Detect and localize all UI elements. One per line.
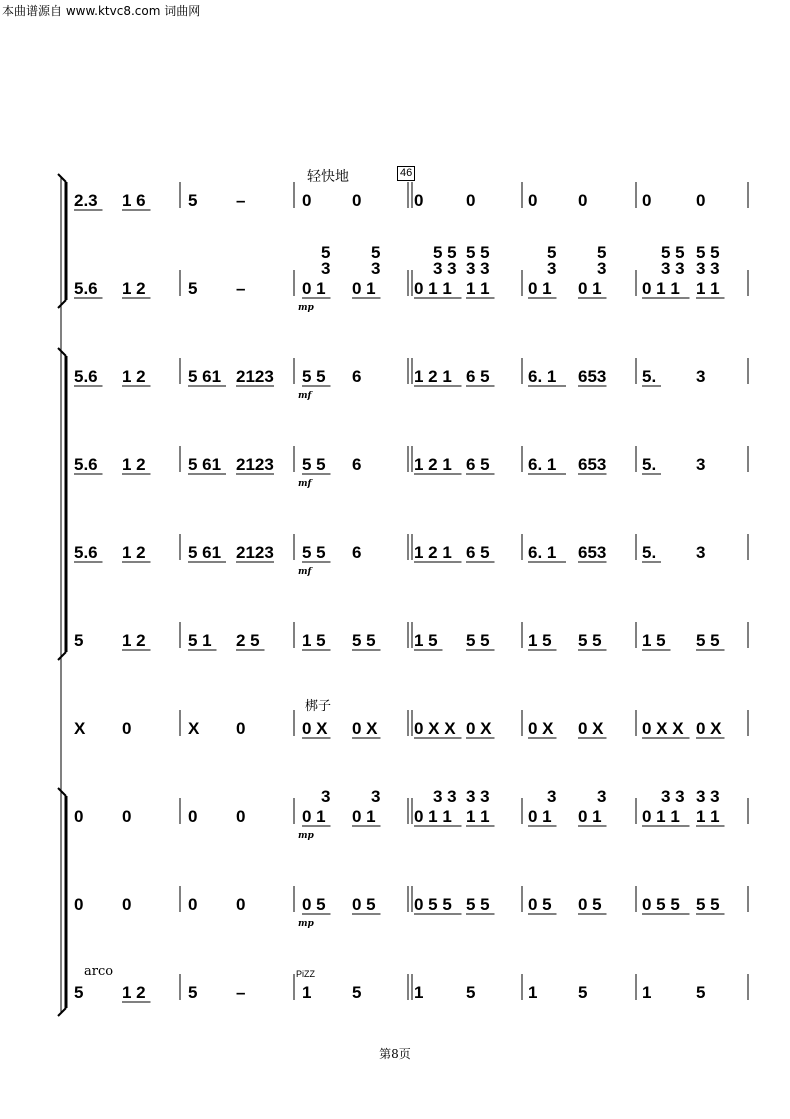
chord-note: 3	[547, 259, 557, 278]
note-group: 1 2	[122, 631, 146, 650]
note-group: 0 1 1	[642, 279, 680, 298]
note-group: 5.6	[74, 279, 98, 298]
note-group: 0	[74, 807, 84, 826]
note-group: 1 5	[528, 631, 552, 650]
note-group: 1 1	[696, 807, 720, 826]
note-group: 5.6	[74, 455, 98, 474]
note-group: 1	[414, 983, 424, 1002]
note-group: 0 X	[696, 719, 722, 738]
note-group: 5	[188, 279, 198, 298]
chord-note: 3 3	[696, 259, 720, 278]
note-group: 2 5	[236, 631, 260, 650]
note-group: 0 X	[352, 719, 378, 738]
bracket-group-1-top-hook	[58, 174, 66, 182]
chord-note: 5 5	[466, 243, 490, 262]
note-group: 5	[74, 983, 84, 1002]
chord-note: 3 3	[433, 259, 457, 278]
chord-note: 3 3	[433, 787, 457, 806]
note-group: 0	[188, 895, 198, 914]
note-group: 0 5 5	[414, 895, 452, 914]
note-group: 2.3	[74, 191, 98, 210]
bracket-group-1-bottom-hook	[58, 300, 66, 308]
note-group: 0	[414, 191, 424, 210]
chord-note: 3	[597, 787, 607, 806]
pizz-marking: PiZZ	[296, 969, 315, 979]
source-header: 本曲谱源自 www.ktvc8.com 词曲网	[2, 4, 201, 18]
note-group: 5	[74, 631, 84, 650]
note-group: 1 2	[122, 455, 146, 474]
note-group: 1	[528, 983, 538, 1002]
note-group: 0	[466, 191, 476, 210]
note-group: 6	[352, 367, 362, 386]
note-group: 1 2 1	[414, 367, 452, 386]
arco-marking: arco	[84, 964, 114, 979]
note-group: 6. 1	[528, 543, 557, 562]
note-group: 0 X	[578, 719, 604, 738]
note-group: 5 1	[188, 631, 212, 650]
note-group: 0	[122, 719, 132, 738]
note-group: 5 5	[302, 367, 326, 386]
bracket-group-3-top-hook	[58, 788, 66, 796]
note-group: 1 2	[122, 279, 146, 298]
chord-note: 3	[371, 259, 381, 278]
note-group: 0 X	[466, 719, 492, 738]
note-group: 3	[696, 543, 706, 562]
chord-note: 3 3	[661, 259, 685, 278]
note-group: 0 1	[528, 807, 552, 826]
note-group: 0 X	[528, 719, 554, 738]
note-group: 5	[466, 983, 476, 1002]
note-group: 1 2 1	[414, 543, 452, 562]
rehearsal-mark: 46	[397, 166, 415, 181]
note-group: 1	[302, 983, 312, 1002]
chord-note: 3	[371, 787, 381, 806]
note-group: 5.6	[74, 367, 98, 386]
dynamic-mf: mf	[298, 479, 312, 489]
note-group: 1 5	[302, 631, 326, 650]
dynamic-mp: mp	[298, 831, 314, 841]
chord-note: 3 3	[696, 787, 720, 806]
chord-note: 5	[321, 243, 331, 262]
note-group: 5.	[642, 367, 657, 386]
note-group: 3	[696, 367, 706, 386]
note-group: 0	[236, 719, 246, 738]
note-group: 5 5	[302, 455, 326, 474]
note-group: 0 1	[302, 807, 326, 826]
note-group: 5.	[642, 455, 657, 474]
dynamic-mp: mp	[298, 303, 314, 313]
note-group: 653	[578, 543, 607, 562]
chord-note: 5	[597, 243, 607, 262]
note-group: 6. 1	[528, 455, 557, 474]
note-group: X	[74, 719, 86, 738]
chord-note: 3 3	[466, 787, 490, 806]
note-group: 0 X X	[414, 719, 456, 738]
note-group: 5 61	[188, 543, 222, 562]
note-group: 6 5	[466, 367, 490, 386]
note-group: 5.6	[74, 543, 98, 562]
note-group: 2123	[236, 455, 274, 474]
note-group: 5 5	[696, 631, 720, 650]
note-group: 1 1	[466, 807, 490, 826]
note-group: 0 1	[578, 807, 602, 826]
note-group: 6 5	[466, 455, 490, 474]
note-group: 1 1	[696, 279, 720, 298]
chord-note: 3 3	[661, 787, 685, 806]
note-group: 3	[696, 455, 706, 474]
note-group: 0	[352, 191, 362, 210]
note-group: –	[236, 191, 246, 210]
note-group: 0	[74, 895, 84, 914]
chord-note: 3	[321, 259, 331, 278]
note-group: 0	[188, 807, 198, 826]
note-group: 1 5	[414, 631, 438, 650]
note-group: –	[236, 279, 246, 298]
note-group: 6	[352, 455, 362, 474]
note-group: 6	[352, 543, 362, 562]
chord-note: 5	[547, 243, 557, 262]
note-group: 5	[352, 983, 362, 1002]
note-group: 5 5	[302, 543, 326, 562]
note-group: 1 2	[122, 983, 146, 1002]
note-group: 2123	[236, 543, 274, 562]
note-group: 0 1	[352, 279, 376, 298]
note-group: 0	[302, 191, 312, 210]
note-group: 5	[188, 983, 198, 1002]
chord-note: 3	[321, 787, 331, 806]
note-group: 0 5	[578, 895, 602, 914]
note-group: 0 5 5	[642, 895, 680, 914]
note-group: 0 X	[302, 719, 328, 738]
note-group: 0 5	[528, 895, 552, 914]
page-number: 第8页	[379, 1047, 411, 1061]
chord-note: 5 5	[696, 243, 720, 262]
note-group: –	[236, 983, 246, 1002]
note-group: 6. 1	[528, 367, 557, 386]
note-group: 0	[236, 895, 246, 914]
chord-note: 5 5	[661, 243, 685, 262]
note-group: 0 X X	[642, 719, 684, 738]
chord-note: 3	[597, 259, 607, 278]
note-group: 0 1 1	[642, 807, 680, 826]
note-group: 5	[578, 983, 588, 1002]
note-group: 5 5	[352, 631, 376, 650]
note-group: 5	[188, 191, 198, 210]
tempo-marking: 轻快地	[307, 169, 349, 185]
note-group: 653	[578, 367, 607, 386]
chord-note: 5 5	[433, 243, 457, 262]
note-group: 5	[696, 983, 706, 1002]
note-group: 5 5	[466, 895, 490, 914]
instrument-label-bangzi: 梆子	[305, 699, 332, 714]
note-group: 5.	[642, 543, 657, 562]
note-group: 5 5	[696, 895, 720, 914]
note-group: 0 1	[578, 279, 602, 298]
note-group: 1	[642, 983, 652, 1002]
note-group: 0	[528, 191, 538, 210]
dynamic-mp: mp	[298, 919, 314, 929]
note-group: 0	[578, 191, 588, 210]
note-group: 1 5	[642, 631, 666, 650]
note-group: 1 2	[122, 367, 146, 386]
bracket-group-2-bottom-hook	[58, 652, 66, 660]
note-group: 0	[696, 191, 706, 210]
note-group: 0 1 1	[414, 279, 452, 298]
bracket-group-2-top-hook	[58, 348, 66, 356]
note-group: 653	[578, 455, 607, 474]
dynamic-mf: mf	[298, 567, 312, 577]
note-group: 0 5	[352, 895, 376, 914]
bracket-group-3-bottom-hook	[58, 1008, 66, 1016]
dynamic-mf: mf	[298, 391, 312, 401]
note-group: 5 61	[188, 367, 222, 386]
note-group: 0 5	[302, 895, 326, 914]
note-group: 5 5	[578, 631, 602, 650]
note-group: 1 1	[466, 279, 490, 298]
note-group: 0 1	[352, 807, 376, 826]
note-group: 1 2	[122, 543, 146, 562]
note-group: 1 6	[122, 191, 146, 210]
note-group: X	[188, 719, 200, 738]
chord-note: 3 3	[466, 259, 490, 278]
note-group: 5 61	[188, 455, 222, 474]
note-group: 0	[122, 807, 132, 826]
note-group: 2123	[236, 367, 274, 386]
note-group: 0 1	[528, 279, 552, 298]
note-group: 0	[236, 807, 246, 826]
note-group: 0 1	[302, 279, 326, 298]
note-group: 0	[642, 191, 652, 210]
note-group: 0 1 1	[414, 807, 452, 826]
chord-note: 3	[547, 787, 557, 806]
note-group: 0	[122, 895, 132, 914]
note-group: 6 5	[466, 543, 490, 562]
note-group: 1 2 1	[414, 455, 452, 474]
chord-note: 5	[371, 243, 381, 262]
note-group: 5 5	[466, 631, 490, 650]
